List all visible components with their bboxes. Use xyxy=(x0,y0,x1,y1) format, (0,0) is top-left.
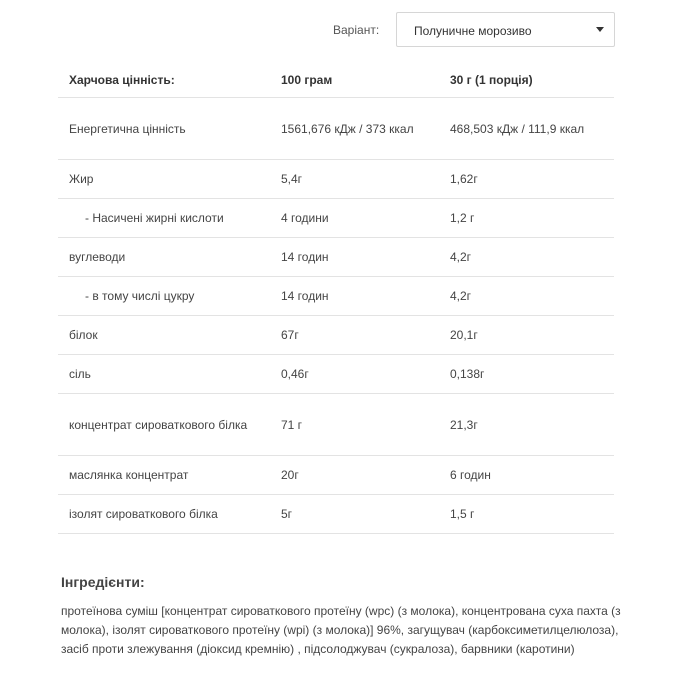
value-per-serving: 4,2г xyxy=(439,238,614,277)
table-row xyxy=(58,316,614,355)
value-per-serving: 468,503 кДж / 111,9 ккал xyxy=(439,98,614,160)
header-nutrition: Харчова цінність: xyxy=(58,63,270,98)
table-row xyxy=(58,495,614,534)
variant-dropdown[interactable] xyxy=(396,12,615,47)
nutrient-name: маслянка концентрат xyxy=(58,456,270,495)
value-per-100g: 20г xyxy=(270,456,439,495)
nutrient-name: сіль xyxy=(58,355,270,394)
value-per-serving: 1,2 г xyxy=(439,199,614,238)
table-row xyxy=(58,98,614,160)
value-per-100g: 0,46г xyxy=(270,355,439,394)
value-per-serving: 21,3г xyxy=(439,394,614,456)
chevron-down-icon xyxy=(596,27,604,32)
variant-label: Варіант: xyxy=(333,23,380,37)
value-per-100g: 5,4г xyxy=(270,160,439,199)
value-per-100g: 67г xyxy=(270,316,439,355)
table-row xyxy=(58,394,614,456)
variant-selected-value: Полуничне морозиво xyxy=(414,24,532,38)
table-header-row xyxy=(58,63,614,98)
value-per-100g: 14 годин xyxy=(270,277,439,316)
table-row xyxy=(58,160,614,199)
header-per-serving: 30 г (1 порція) xyxy=(439,63,614,98)
value-per-serving: 4,2г xyxy=(439,277,614,316)
value-per-serving: 6 годин xyxy=(439,456,614,495)
ingredients-text: протеїнова суміш [концентрат сироваткового протеїну (wpc) (з молока), концентрована суха пахта (з молока), ізолят сироваткового протеїну (wpi) (з молока)] 96%, загущувач (карбоксиметилцелюлоза), засіб проти злежування (діоксид кремнію) , підсолоджувач (сукралоза), барвники (каротини) xyxy=(61,604,621,656)
value-per-100g: 14 годин xyxy=(270,238,439,277)
nutrient-name: білок xyxy=(58,316,270,355)
ingredients-heading: Інгредієнти: xyxy=(61,574,145,590)
nutrient-name: Енергетична цінність xyxy=(58,98,270,160)
nutrient-name: - в тому числі цукру xyxy=(58,277,270,316)
value-per-100g: 5г xyxy=(270,495,439,534)
table-row xyxy=(58,238,614,277)
nutrition-table xyxy=(58,63,614,534)
table-row xyxy=(58,355,614,394)
variant-selector-row xyxy=(0,12,700,49)
nutrient-name: Жир xyxy=(58,160,270,199)
table-row xyxy=(58,199,614,238)
nutrient-name: - Насичені жирні кислоти xyxy=(58,199,270,238)
value-per-100g: 1561,676 кДж / 373 ккал xyxy=(270,98,439,160)
table-row xyxy=(58,277,614,316)
table-row xyxy=(58,456,614,495)
value-per-serving: 1,5 г xyxy=(439,495,614,534)
value-per-serving: 20,1г xyxy=(439,316,614,355)
header-per-100g: 100 грам xyxy=(270,63,439,98)
value-per-serving: 0,138г xyxy=(439,355,614,394)
value-per-serving: 1,62г xyxy=(439,160,614,199)
nutrient-name: вуглеводи xyxy=(58,238,270,277)
value-per-100g: 71 г xyxy=(270,394,439,456)
value-per-100g: 4 години xyxy=(270,199,439,238)
nutrient-name: концентрат сироваткового білка xyxy=(58,394,270,456)
nutrient-name: ізолят сироваткового білка xyxy=(58,495,270,534)
